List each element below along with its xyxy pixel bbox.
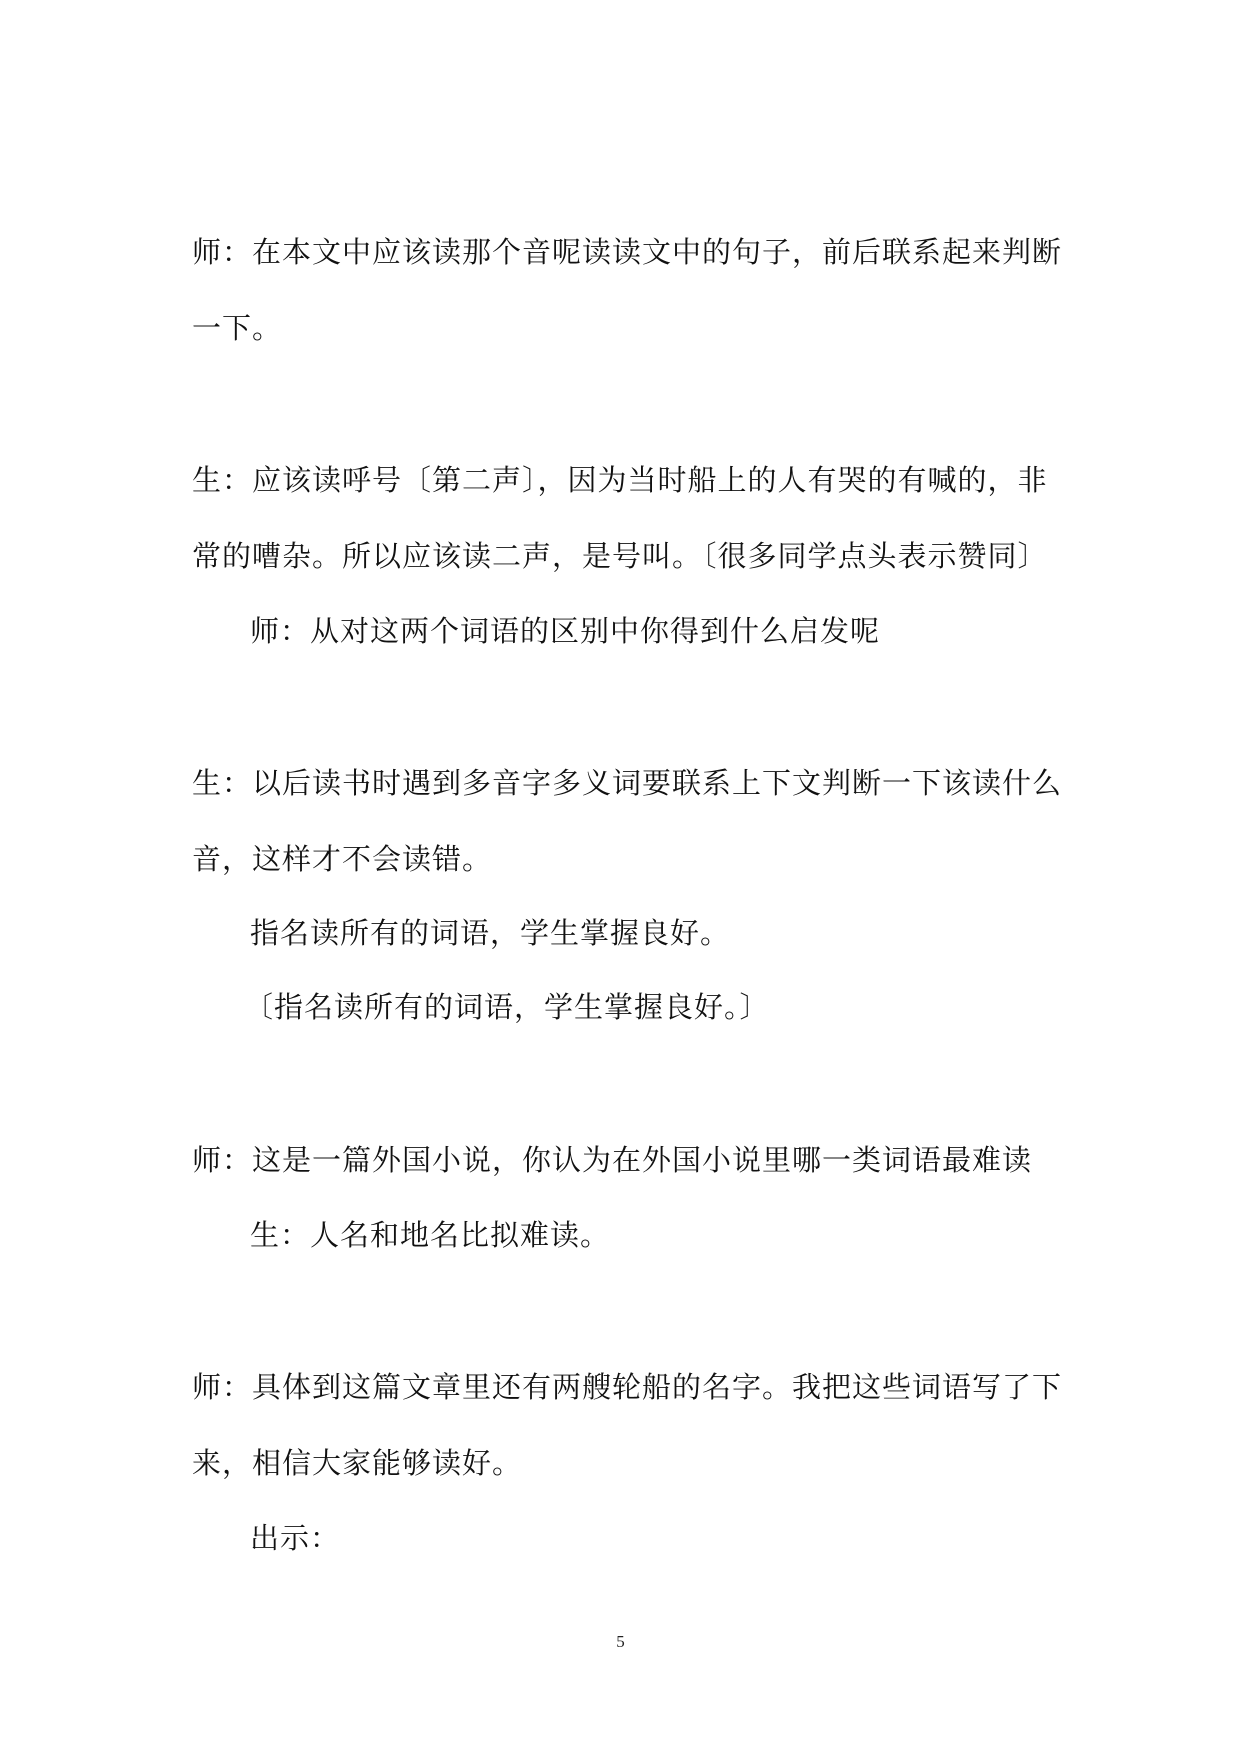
text-line: 师：从对这两个词语的区别中你得到什么启发呢 [250,614,881,648]
text-line: 师：具体到这篇文章里还有两艘轮船的名字。我把这些词语写了下 [192,1370,1063,1404]
text-line: 师：在本文中应该读那个音呢读读文中的句子，前后联系起来判断 [192,235,1063,269]
text-line: 常的嘈杂。所以应该读二声，是号叫。〔很多同学点头表示赞同〕 [192,539,1048,573]
text-line: 出示： [250,1521,341,1555]
page-number: 5 [616,1632,625,1651]
text-line: 〔指名读所有的词语，学生掌握良好。〕 [244,990,770,1024]
text-line: 来，相信大家能够读好。 [192,1446,523,1480]
text-line: 音，这样才不会读错。 [192,842,493,876]
text-line: 生：以后读书时遇到多音字多义词要联系上下文判断一下该读什么 [192,766,1063,800]
text-line: 生：应该读呼号〔第二声〕，因为当时船上的人有哭的有喊的，非 [192,463,1048,497]
text-line: 指名读所有的词语，学生掌握良好。 [250,916,731,950]
text-line: 一下。 [192,311,283,345]
text-line: 生：人名和地名比拟难读。 [250,1218,611,1252]
text-line: 师：这是一篇外国小说，你认为在外国小说里哪一类词语最难读 [192,1143,1033,1177]
